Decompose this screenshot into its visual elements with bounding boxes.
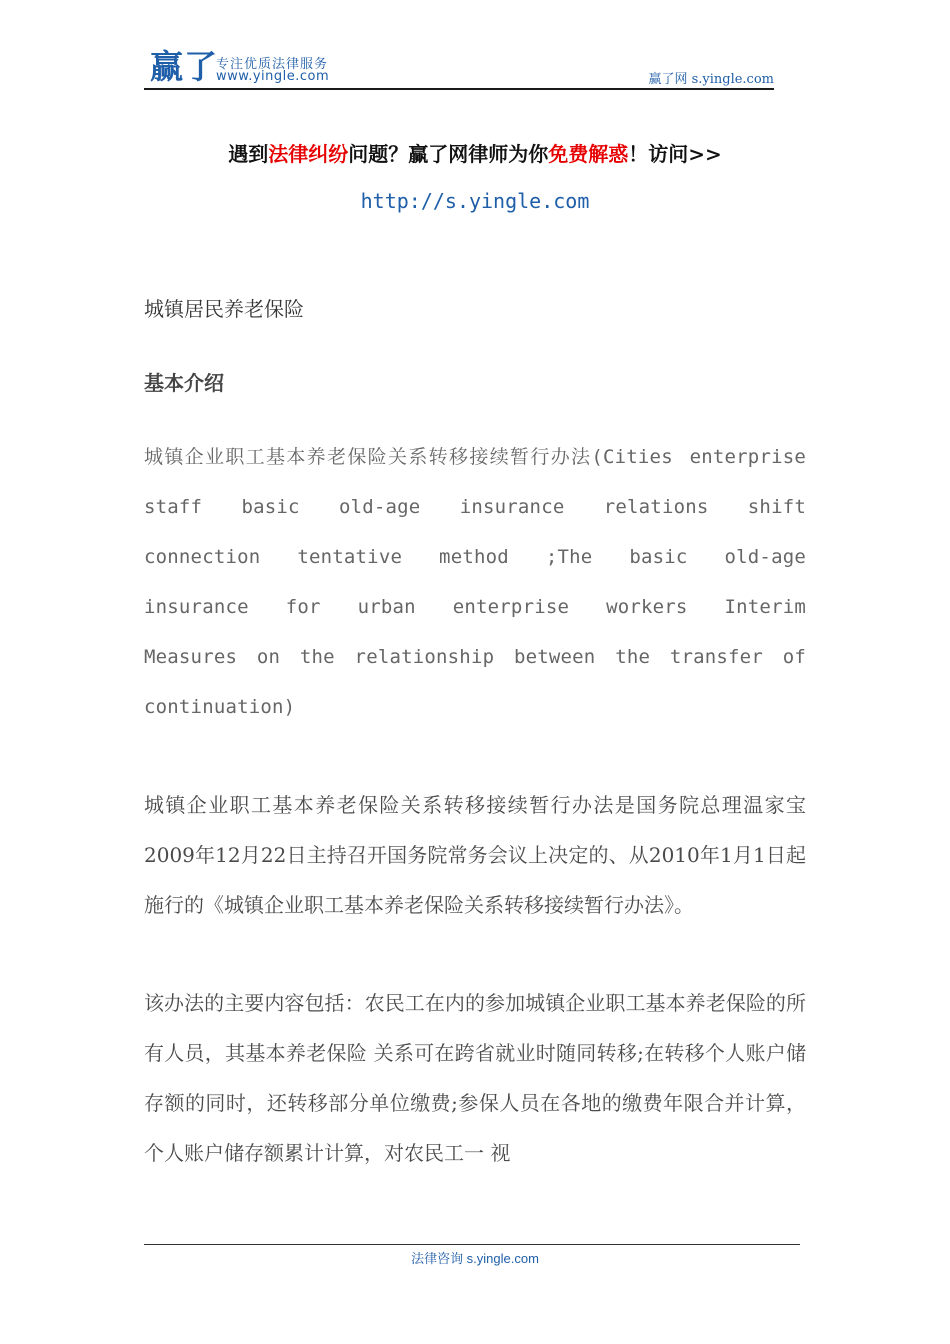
header-site-link[interactable]: 赢了网 s.yingle.com xyxy=(648,72,774,87)
logo-url[interactable]: www.yingle.com xyxy=(216,69,330,84)
promo-highlight-free: 免费解惑 xyxy=(548,142,629,166)
paragraph-3: 该办法的主要内容包括：农民工在内的参加城镇企业职工基本养老保险的所有人员，其基本养老保险 关系可在跨省就业时随同转移;在转移个人账户储存额的同时，还转移部分单位缴费;参保人员在各地的缴费年限合并计算，个人账户储存额累计计算，对农民工一 视 xyxy=(144,991,806,1165)
section-heading: 基本介绍 xyxy=(144,371,224,395)
promo-text-3: ！访问>> xyxy=(628,142,722,166)
footer-divider xyxy=(144,1244,800,1245)
promo-text-2: 问题？赢了网律师为你 xyxy=(348,142,549,166)
promo-highlight-legal-dispute: 法律纠纷 xyxy=(268,142,349,166)
logo-slogan: 专注优质法律服务 xyxy=(216,57,329,72)
paragraph-english: 城镇企业职工基本养老保险关系转移接续暂行办法(Cities enterprise staff basic old-age insurance relations shift connection tentative method ;The basic old-age insurance for urban enterprise workers Interim Measures on the relationship between the transfer of continuation) xyxy=(144,446,806,718)
promo-banner xyxy=(0,138,950,167)
page-header xyxy=(144,48,774,90)
logo[interactable]: 赢了 xyxy=(150,47,218,86)
document-body xyxy=(144,284,806,1226)
footer-link[interactable]: 法律咨询 s.yingle.com xyxy=(411,1251,539,1266)
paragraph-2: 城镇企业职工基本养老保险关系转移接续暂行办法是国务院总理温家宝2009年12月22日主持召开国务院常务会议上决定的、从2010年1月1日起施行的《城镇企业职工基本养老保险关系转移接续暂行办法》。 xyxy=(144,793,806,917)
promo-text-1: 遇到 xyxy=(228,142,269,166)
promo-link[interactable]: http://s.yingle.com xyxy=(360,189,590,213)
document-title: 城镇居民养老保险 xyxy=(144,297,304,321)
